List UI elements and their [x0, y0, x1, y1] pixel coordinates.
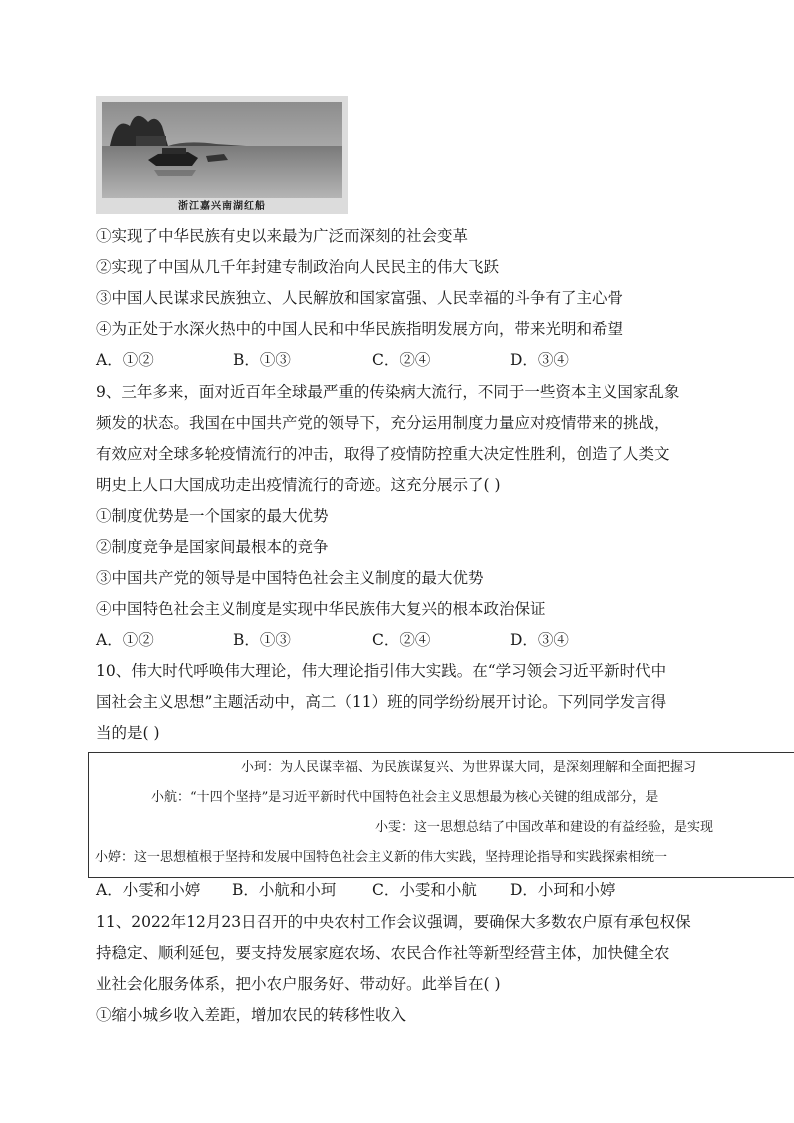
q10-option-d: D．小珂和小婷 [510, 881, 616, 899]
q9-statement-1: ①制度优势是一个国家的最大优势 [96, 507, 329, 525]
q9-statement-3: ③中国共产党的领导是中国特色社会主义制度的最大优势 [96, 569, 484, 587]
q10-option-c: C．小雯和小航 [372, 881, 477, 899]
q8-option-c: C．②④ [372, 351, 431, 369]
q11-stem-line-2: 持稳定、顺利延包，要支持发展家庭农场、农民合作社等新型经营主体，加快健全农 [96, 944, 670, 962]
q9-option-a: A．①② [96, 631, 154, 649]
q10-option-b: B．小航和小珂 [232, 881, 337, 899]
photo-caption: 浙江嘉兴南湖红船 [178, 201, 266, 212]
q10-box-line-xiaoke: 小珂：为人民谋幸福、为民族谋复兴、为世界谋大同，是深刻理解和全面把握习 [241, 760, 697, 775]
q9-stem-line-3: 有效应对全球多轮疫情流行的冲击，取得了疫情防控重大决定性胜利，创造了人类文 [96, 445, 670, 463]
q9-statement-2: ②制度竞争是国家间最根本的竞争 [96, 538, 329, 556]
q9-stem-line-2: 频发的状态。我国在中国共产党的领导下，充分运用制度力量应对疫情带来的挑战， [96, 414, 670, 432]
q10-box-line-xiaowen: 小雯：这一思想总结了中国改革和建设的有益经验，是实现 [375, 820, 714, 835]
south-lake-red-boat-photo [96, 96, 348, 214]
q11-statement-1: ①缩小城乡收入差距，增加农民的转移性收入 [96, 1006, 407, 1024]
q10-stem-line-1: 10、伟大时代呼唤伟大理论，伟大理论指引伟大实践。在“学习领会习近平新时代中 [96, 662, 667, 680]
q9-option-c: C．②④ [372, 631, 431, 649]
q9-statement-4: ④中国特色社会主义制度是实现中华民族伟大复兴的根本政治保证 [96, 600, 546, 618]
q11-stem-line-1: 11、2022年12月23日召开的中央农村工作会议强调，要确保大多数农户原有承包权保 [96, 913, 691, 931]
q10-stem-line-2: 国社会主义思想”主题活动中，高二（11）班的同学纷纷展开讨论。下列同学发言得 [96, 693, 667, 711]
q9-stem-line-1: 9、三年多来，面对近百年全球最严重的传染病大流行，不同于一些资本主义国家乱象 [96, 383, 680, 401]
q9-option-d: D．③④ [510, 631, 569, 649]
q8-option-d: D．③④ [510, 351, 569, 369]
q10-discussion-box [88, 752, 794, 878]
q9-stem-line-4: 明史上人口大国成功走出疫情流行的奇迹。这充分展示了( ) [96, 476, 501, 494]
q11-stem-line-3: 业社会化服务体系，把小农户服务好、带动好。此举旨在( ) [96, 975, 501, 993]
q8-statement-2: ②实现了中国从几千年封建专制政治向人民民主的伟大飞跃 [96, 258, 500, 276]
q8-statement-3: ③中国人民谋求民族独立、人民解放和国家富强、人民幸福的斗争有了主心骨 [96, 289, 624, 307]
q10-box-line-xiaohang: 小航：“十四个坚持”是习近平新时代中国特色社会主义思想最为核心关键的组成部分，是 [151, 790, 659, 805]
q9-option-b: B．①③ [233, 631, 291, 649]
q8-statement-4: ④为正处于水深火热中的中国人民和中华民族指明发展方向，带来光明和希望 [96, 320, 624, 338]
q8-option-a: A．①② [96, 351, 154, 369]
q10-stem-line-3: 当的是( ) [96, 724, 160, 742]
q8-option-b: B．①③ [233, 351, 291, 369]
q8-statement-1: ①实现了中华民族有史以来最为广泛而深刻的社会变革 [96, 227, 469, 245]
q10-box-line-xiaoting: 小婷：这一思想植根于坚持和发展中国特色社会主义新的伟大实践，坚持理论指导和实践探索相统一 [95, 850, 668, 865]
q10-option-a: A．小雯和小婷 [96, 881, 201, 899]
